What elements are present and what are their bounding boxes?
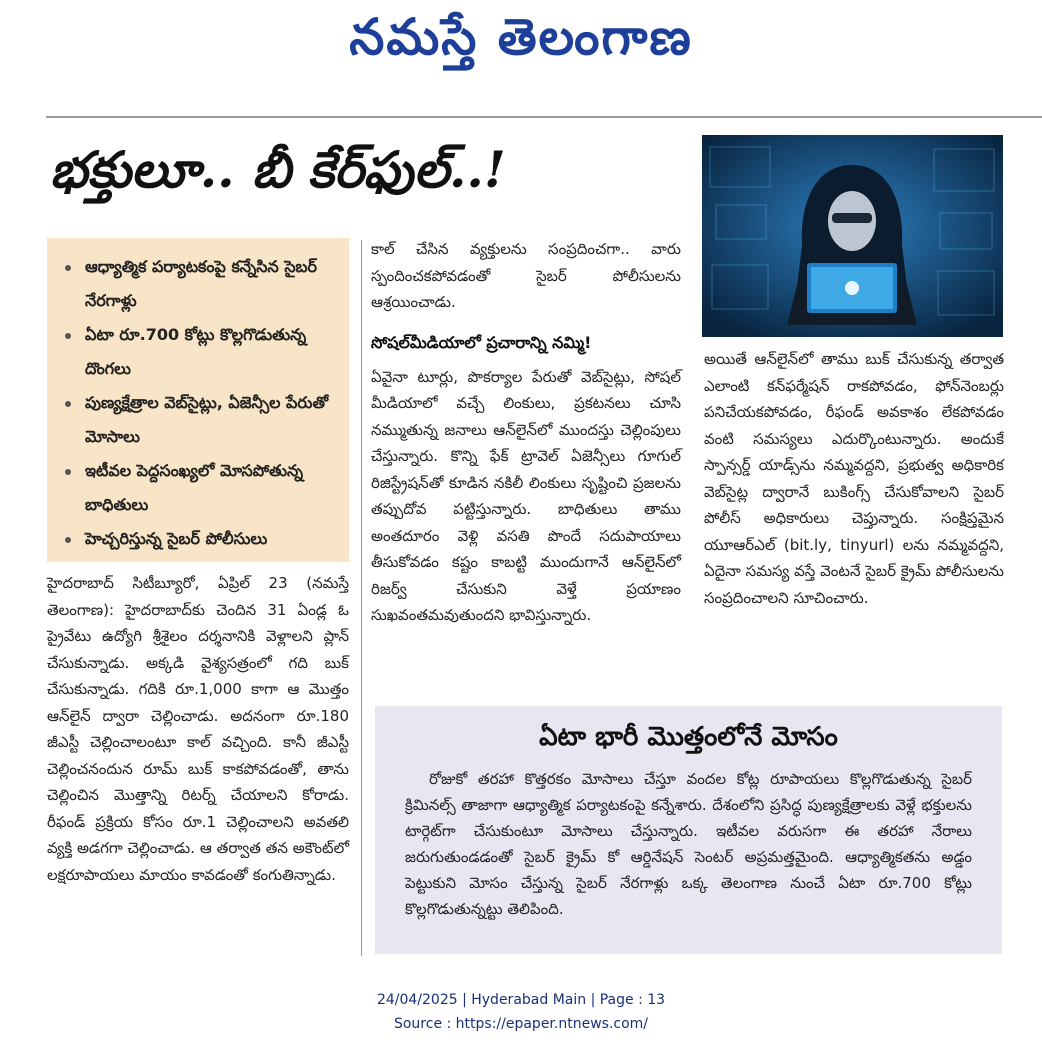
article-paragraph: ఏవైనా టూర్లు, పొకర్యాల పేరుతో వెబ్‌సైట్లు, సోషల్‌ మీడియాలో వచ్చే లింకులు, ప్రకటనలు చూసి నమ్ముతున్న జనాలు ఆన్‌లైన్‌లో ముందస్తు చెల్లింపులు చేస్తున్నారు. కొన్ని ఫేక్‌ ట్రావెల్‌ ఏజెన్సీలు గూగుల్‌ రిజిస్ట్రేషన్‌తో కూడిన నకిలీ లింకులు సృష్టించి ప్రజలను తప్పుదోవ పట్టిస్తున్నారు. బాధితులు తాము అంతదూరం వెళ్లి వసతి పొందే సదుపాయాలు తీసుకోవడం కష్టం కాబట్టి ముందుగానే ఆన్‌లైన్‌లో రిజర్వ్‌ చేసుకుని వెళ్తే ప్రయాణం సుఖవంతమవుతుందని భావిస్తున్నారు. [371, 367, 681, 624]
footer-source-link[interactable]: Source : https://epaper.ntnews.com/ [393, 1016, 649, 1032]
highlight-item: ఆధ్యాత్మిక పర్యాటకంపై కన్నేసిన సైబర్‌ నేరగాళ్లు [65, 250, 339, 318]
article-paragraph: కాల్‌ చేసిన వ్యక్తులను సంప్రదించగా.. వారు స్పందించకపోవడంతో సైబర్‌ పోలీసులను ఆశ్రయించాడు. [371, 240, 681, 311]
bullet-icon [65, 469, 71, 475]
article-headline: భక్తులూ.. బీ కేర్‌ఫుల్‌..! [50, 140, 506, 199]
bullet-icon [65, 265, 71, 271]
article-column-3 [704, 346, 1004, 611]
box-title: ఏటా భారీ మొత్తంలోనే మోసం [539, 722, 838, 752]
article-column-2 [371, 236, 681, 629]
section-subheading: సోషల్‌మీడియాలో ప్రచారాన్ని నమ్మి! [371, 332, 592, 352]
hacker-photo [702, 135, 1003, 337]
hooded-hacker-laptop-icon [702, 135, 1003, 337]
bullet-icon [65, 401, 71, 407]
highlight-item: హెచ్చరిస్తున్న సైబర్‌ పోలీసులు [65, 522, 339, 556]
box-text: రోజుకో తరహా కొత్తరకం మోసాలు చేస్తూ వందల కోట్ల రూపాయలు కొల్లగొడుతున్న సైబర్‌ క్రిమినల్స్‌ తాజాగా ఆధ్యాత్మిక పర్యాటకంపై కన్నేశారు. దేశంలోని ప్రసిద్ధ పుణ్యక్షేత్రాలకు వెళ్లే భక్తులను టార్గెట్‌గా చేసుకుంటూ మోసాలు చేస్తున్నారు. ఇటీవల వరుసగా ఈ తరహా నేరాలు జరుగుతుండడంతో సైబర్‌ క్రైమ్‌ కో ఆర్డినేషన్‌ సెంటర్‌ అప్రమత్తమైంది. ఆధ్యాత్మికతను అడ్డం పెట్టుకుని మోసం చేస్తున్న సైబర్‌ నేరగాళ్లు ఒక్క తెలంగాణ నుంచే ఏటా రూ.700 కోట్లు కొల్లగొడుతున్నట్టు తెలిపింది. [405, 770, 972, 918]
column-divider [361, 240, 362, 956]
highlight-item: పుణ్యక్షేత్రాల వెబ్‌సైట్లు, ఏజెన్సీల పేరుతో మోసాలు [65, 386, 339, 454]
bullet-icon [65, 333, 71, 339]
highlight-item: ఏటా రూ.700 కోట్లు కొల్లగొడుతున్న దొంగలు [65, 318, 339, 386]
masthead-divider [46, 116, 1042, 118]
article-paragraph: హైదరాబాద్‌ సిటీబ్యూరో, ఏప్రిల్‌ 23 (నమస్తే తెలంగాణ): హైదరాబాద్‌కు చెందిన 31 ఏండ్ల ఓ ప్రైవేటు ఉద్యోగి శ్రీశైలం దర్శనానికి వెళ్లాలని ప్లాన్‌ చేసుకున్నాడు. అక్కడి వైశ్యసత్రంలో గది బుక్‌ చేసుకున్నాడు. గదికి రూ.1,000 కాగా ఆ మొత్తం ఆన్‌లైన్‌ ద్వారా చెల్లించాడు. అదనంగా రూ.180 జీఎస్టీ చెల్లించాలంటూ కాల్‌ వచ్చింది. కానీ జీఎస్టీ చెల్లించనందున రూమ్‌ బుక్‌ కాకపోవడంతో, తాను చెల్లించిన మొత్తాన్ని రిటర్న్‌ చేయాలని కోరాడు. రీఫండ్‌ ప్రక్రియ కోసం రూ.1 చెల్లించాలని అవతలి వ్యక్తి అడగగా చెల్లించాడు. ఆ తర్వాత తన అకౌంట్‌లో లక్షరూపాయలు మాయం కావడంతో కంగుతిన్నాడు. [47, 574, 349, 884]
sidebar-box [375, 706, 1002, 954]
highlight-item: ఇటీవల పెద్దసంఖ్యలో మోసపోతున్న బాధితులు [65, 454, 339, 522]
highlights-box [47, 238, 349, 562]
footer-edition-info: 24/04/2025 | Hyderabad Main | Page : 13 [376, 992, 666, 1008]
article-column-1 [47, 570, 349, 888]
article-paragraph: అయితే ఆన్‌లైన్‌లో తాము బుక్‌ చేసుకున్న తర్వాత ఎలాంటి కన్‌ఫర్మేషన్‌ రాకపోవడం, ఫోన్‌నెంబర్లు పనిచేయకపోవడం, రీఫండ్‌ అవకాశం లేకపోవడం వంటి సమస్యలు ఎదుర్కొంటున్నారు. అందుకే స్పాన్సర్డ్‌ యాడ్స్‌ను నమ్మవద్దని, ప్రభుత్వ అధికారిక వెబ్‌సైట్ల ద్వారానే బుకింగ్స్‌ చేసుకోవాలని సైబర్‌ పోలీస్‌ అధికారులు చెప్తున్నారు. సంక్షిప్తమైన యూఆర్‌ఎల్‌ (bit.ly, tinyurl) లను నమ్మవద్దని, ఏదైనా సమస్య వస్తే వెంటనే సైబర్‌ క్రైమ్‌ పోలీసులను సంప్రదించాలని సూచించారు. [704, 350, 1004, 607]
masthead-logo: నమస్తే తెలంగాణ [349, 8, 693, 66]
bullet-icon [65, 537, 71, 543]
